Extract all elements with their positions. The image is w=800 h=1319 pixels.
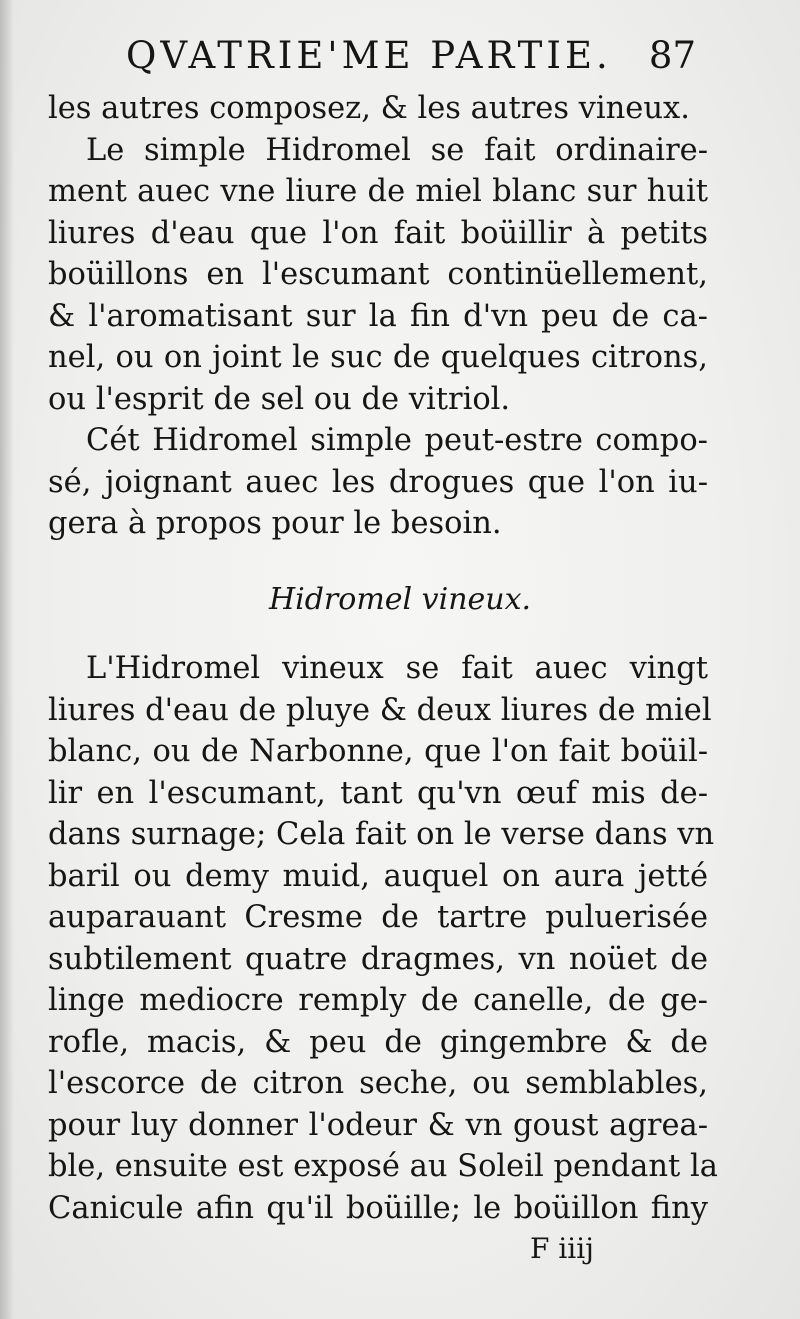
text-line: liures d'eau de pluye & deux liures de miel — [48, 692, 712, 728]
text-line: Le simple Hidromel se fait ordinaire- — [86, 132, 708, 168]
section-heading: Hidromel vineux. — [268, 582, 532, 617]
text-line: ment auec vne liure de miel blanc sur huit — [48, 174, 708, 209]
text-line: & l'aromatisant sur la fin d'vn peu de ca- — [48, 298, 708, 334]
text-line: ble, ensuite est exposé au Soleil pendant la — [48, 1149, 718, 1184]
text-line: boüillons en l'escumant continüellement, — [48, 257, 708, 292]
text-line: Canicule afin qu'il boüille; le boüillon finy — [48, 1190, 708, 1226]
text-line: auparauant Cresme de tartre puluerisée — [48, 900, 708, 935]
text-line: subtilement quatre dragmes, vn noüet de — [48, 941, 708, 977]
running-head: QVATRIE'ME PARTIE. — [126, 34, 612, 77]
text-line: blanc, ou de Narbonne, que l'on fait boüil- — [48, 734, 708, 769]
page-number: 87 — [648, 34, 696, 77]
text-line: pour luy donner l'odeur & vn goust agrea- — [48, 1107, 708, 1143]
text-line: sé, joignant auec les drogues que l'on iu- — [48, 464, 708, 500]
text-line: Cét Hidromel simple peut-estre compo- — [86, 423, 708, 458]
text-line: liures d'eau que l'on fait boüillir à petits — [48, 215, 708, 251]
body-text-top — [48, 88, 708, 545]
text-line: l'escorce de citron seche, ou semblables, — [48, 1066, 708, 1101]
text-line: linge mediocre remply de canelle, de ge- — [48, 983, 708, 1018]
text-line: L'Hidromel vineux se fait auec vingt — [86, 651, 708, 686]
text-line: les autres composez, & les autres vineux. — [48, 91, 690, 126]
text-line: dans surnage; Cela fait on le verse dans vn — [48, 817, 715, 852]
text-line: baril ou demy muid, auquel on aura jetté — [48, 858, 708, 894]
text-line: lir en l'escumant, tant qu'vn œuf mis de- — [48, 775, 708, 811]
signature-mark: F iiij — [530, 1232, 594, 1265]
page-gutter-shadow — [0, 0, 14, 1319]
text-line: rofle, macis, & peu de gingembre & de — [48, 1024, 708, 1060]
body-text-bottom — [48, 648, 718, 1229]
text-line: gera à propos pour le besoin. — [48, 506, 502, 541]
text-line: ou l'esprit de sel ou de vitriol. — [48, 381, 511, 417]
text-line: nel, ou on joint le suc de quelques citrons, — [48, 340, 708, 375]
